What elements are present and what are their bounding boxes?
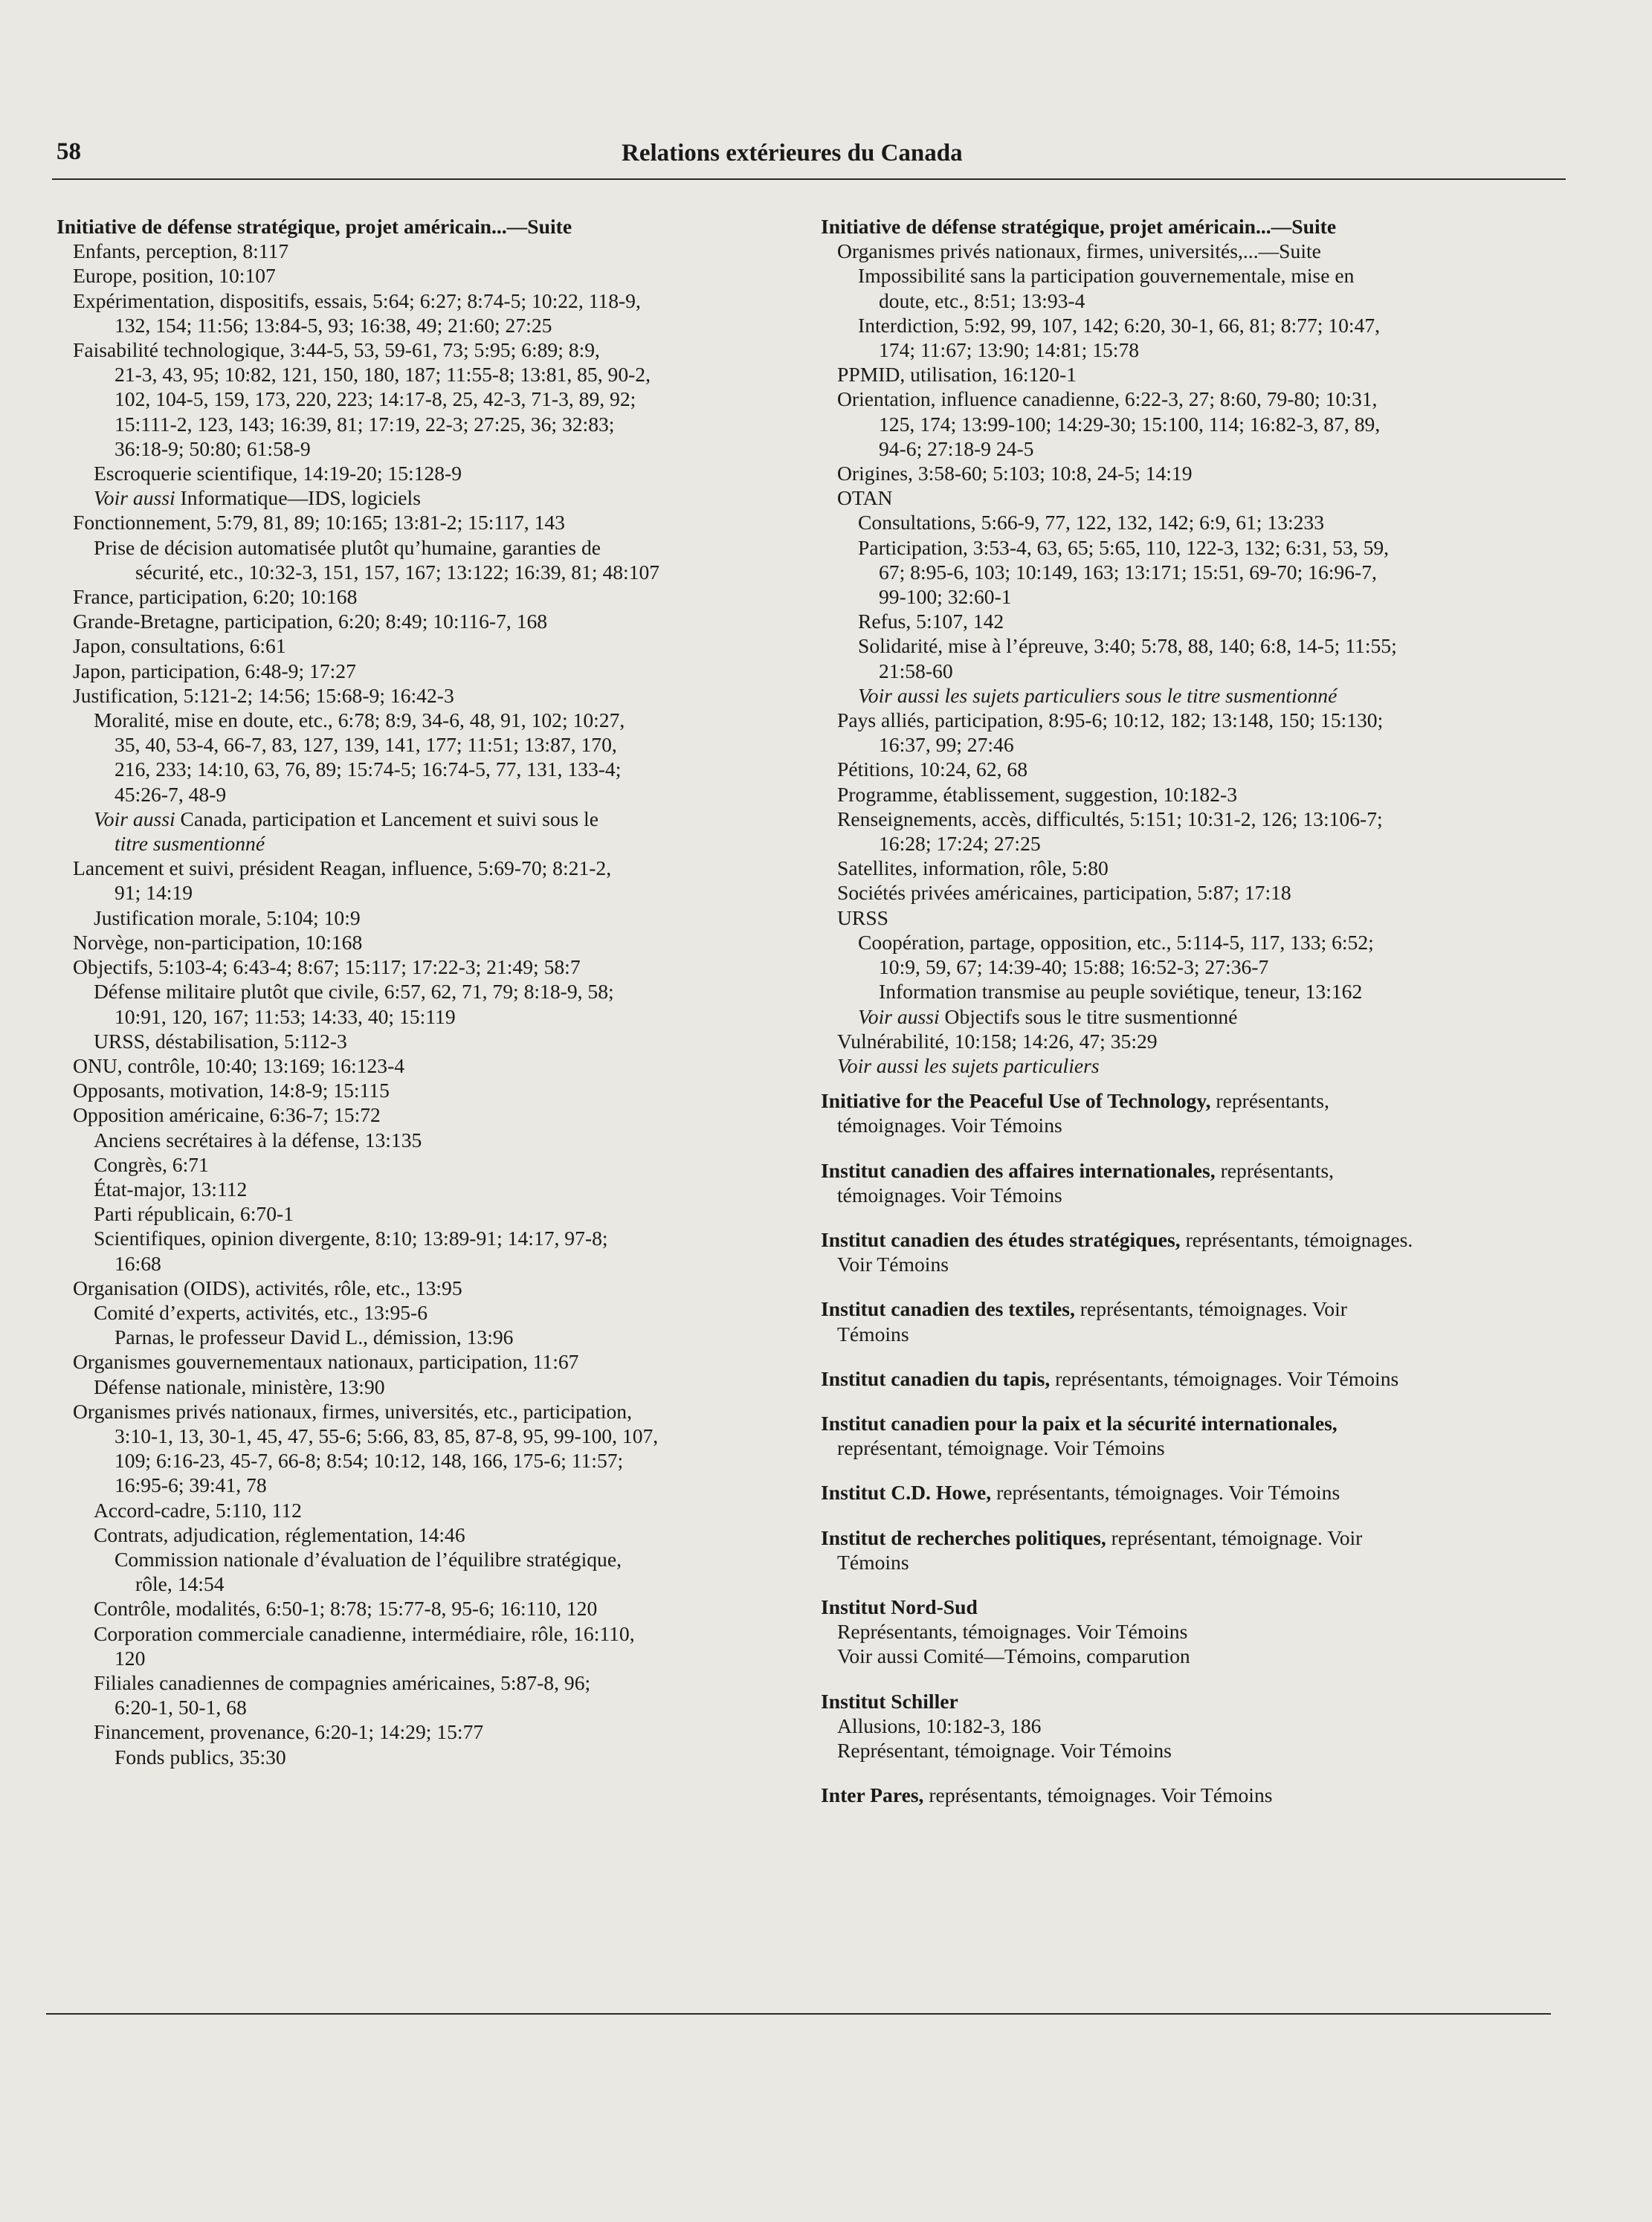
entry-text: Initiative de défense stratégique, projet américain...—Suite: [57, 215, 572, 238]
index-line: [821, 485, 1564, 510]
index-line: [821, 659, 1564, 683]
entry-text: Participation, 3:53-4, 63, 65; 5:65, 110, 122-3, 132; 6:31, 53, 59,: [858, 535, 1390, 559]
entry-text: représentants, témoignages. Voir Témoins: [1050, 1366, 1399, 1390]
index-line: [57, 1424, 813, 1448]
index-line: [57, 263, 813, 288]
index-line: [57, 683, 813, 708]
entry-line: [821, 1738, 1564, 1763]
index-line: [821, 856, 1564, 880]
entry-text: Enfants, perception, 8:117: [73, 239, 289, 263]
index-line: [821, 560, 1564, 584]
entry-text: Satellites, information, rôle, 5:80: [837, 856, 1109, 880]
entry-heading-line: [821, 1411, 1564, 1435]
index-line: [821, 239, 1564, 263]
index-line: [57, 856, 813, 880]
index-line: [57, 831, 813, 856]
index-line: [57, 1399, 813, 1424]
index-line: [57, 1719, 813, 1744]
index-entry: [821, 1783, 1564, 1807]
index-line: [821, 535, 1564, 560]
entry-text: Moralité, mise en doute, etc., 6:78; 8:9, 34-6, 48, 91, 102; 10:27,: [94, 708, 625, 732]
entry-text: Témoins: [837, 1322, 909, 1346]
entry-text: Voir aussi Comité—Témoins, comparution: [837, 1644, 1190, 1668]
index-line: [57, 1596, 813, 1621]
entry-text: 91; 14:19: [114, 881, 193, 905]
italic-text: titre susmentionné: [114, 832, 265, 856]
entry-text: représentants,: [1215, 1158, 1335, 1182]
entry-text: Expérimentation, dispositifs, essais, 5:64; 6:27; 8:74-5; 10:22, 118-9,: [73, 288, 641, 312]
entry-text: 45:26-7, 48-9: [114, 782, 227, 806]
index-entry: [821, 1366, 1564, 1391]
index-line: [57, 633, 813, 658]
entry-text: 99-100; 32:60-1: [879, 585, 1012, 609]
index-line: [821, 757, 1564, 781]
entry-line: [821, 1714, 1564, 1738]
entry-text: 10:9, 59, 67; 14:39-40; 15:88; 16:52-3; 27:36-7: [879, 955, 1269, 979]
index-line: [57, 1621, 813, 1646]
index-line: [821, 362, 1564, 387]
entry-text: Programme, établissement, suggestion, 10:182-3: [837, 782, 1237, 806]
entry-text: représentants, témoignages. Voir: [1074, 1297, 1347, 1321]
entry-text: Organisation (OIDS), activités, rôle, etc., 13:95: [73, 1276, 462, 1299]
index-line: [821, 979, 1564, 1004]
entry-text: Défense nationale, ministère, 13:90: [94, 1375, 385, 1398]
index-line: [57, 1522, 813, 1547]
entry-line: [821, 1183, 1564, 1207]
italic-text: Voir aussi les sujets particuliers sous le titre susmentionné: [858, 683, 1338, 707]
index-entry: [821, 1689, 1564, 1763]
index-line: [821, 387, 1564, 411]
entry-heading: Initiative for the Peaceful Use of Technology,: [821, 1089, 1211, 1113]
index-line: [57, 1375, 813, 1399]
index-line: [821, 782, 1564, 807]
entry-text: Financement, provenance, 6:20-1; 14:29; 15:77: [94, 1720, 484, 1744]
italic-text: Voir aussi: [94, 486, 175, 510]
index-line: [57, 708, 813, 732]
entry-text: doute, etc., 8:51; 13:93-4: [879, 288, 1085, 312]
entry-heading: Institut canadien des textiles,: [821, 1297, 1075, 1321]
index-line: [57, 1128, 813, 1152]
index-line: [57, 732, 813, 757]
index-line: [57, 1251, 813, 1276]
entry-text: rôle, 14:54: [135, 1572, 225, 1596]
index-line: [57, 362, 813, 387]
index-line: [57, 955, 813, 979]
entry-text: État-major, 13:112: [94, 1177, 248, 1201]
entry-text: Pétitions, 10:24, 62, 68: [837, 758, 1028, 781]
entry-text: Justification morale, 5:104; 10:9: [94, 905, 361, 929]
index-line: [821, 1029, 1564, 1053]
entry-text: Japon, participation, 6:48-9; 17:27: [73, 659, 356, 682]
index-line: [57, 412, 813, 436]
index-line: [57, 1498, 813, 1522]
entry-text: Anciens secrétaires à la défense, 13:135: [94, 1128, 422, 1152]
entry-text: ONU, contrôle, 10:40; 13:169; 16:123-4: [73, 1053, 405, 1077]
index-line: [57, 1349, 813, 1374]
index-entry: [821, 1595, 1564, 1669]
index-line: [821, 313, 1564, 338]
entry-text: Pays alliés, participation, 8:95-6; 10:12, 182; 13:148, 150; 15:130;: [837, 708, 1384, 732]
entry-text: Orientation, influence canadienne, 6:22-3, 27; 8:60, 79-80; 10:31,: [837, 387, 1378, 411]
entry-heading-line: [821, 1480, 1564, 1505]
entry-text: Contrôle, modalités, 6:50-1; 8:78; 15:77-8, 95-6; 16:110, 120: [94, 1597, 598, 1621]
entry-text: Refus, 5:107, 142: [858, 610, 1004, 633]
index-line: [57, 239, 813, 263]
index-line: [821, 905, 1564, 930]
entry-text: 94-6; 27:18-9 24-5: [879, 436, 1034, 460]
entry-text: 6:20-1, 50-1, 68: [114, 1696, 247, 1719]
index-line: [57, 485, 813, 510]
index-line: [821, 930, 1564, 955]
index-line: [57, 1276, 813, 1300]
entry-text: Organismes privés nationaux, firmes, universités, etc., participation,: [73, 1399, 632, 1423]
index-line: [57, 1053, 813, 1078]
entry-line: [821, 1252, 1564, 1276]
entry-heading: Institut canadien des affaires internationales,: [821, 1158, 1216, 1182]
entry-line: [821, 1550, 1564, 1575]
entry-text: Origines, 3:58-60; 5:103; 10:8, 24-5; 14:19: [837, 462, 1193, 485]
index-line: [57, 807, 813, 831]
index-line: [57, 1695, 813, 1719]
page-number: 58: [57, 138, 81, 165]
entry-heading: Institut Nord-Sud: [821, 1595, 978, 1618]
entry-text: 10:91, 120, 167; 11:53; 14:33, 40; 15:119: [114, 1004, 456, 1028]
entry-text: Allusions, 10:182-3, 186: [837, 1714, 1042, 1737]
entry-text: 21:58-60: [879, 659, 953, 682]
index-line: [821, 807, 1564, 831]
entry-heading: Institut Schiller: [821, 1689, 958, 1713]
index-line: [57, 1152, 813, 1177]
index-entry: [821, 1158, 1564, 1207]
italic-text: Voir aussi: [94, 807, 175, 830]
index-line: [821, 955, 1564, 979]
entry-heading: Inter Pares,: [821, 1783, 924, 1807]
entry-text: Objectifs sous le titre susmentionné: [939, 1004, 1238, 1028]
entry-text: Accord-cadre, 5:110, 112: [94, 1498, 302, 1522]
index-line: [57, 757, 813, 781]
entry-text: PPMID, utilisation, 16:120-1: [837, 363, 1077, 387]
index-line: [57, 461, 813, 485]
entry-text: Opposants, motivation, 14:8-9; 15:115: [73, 1079, 390, 1102]
entry-heading-line: [821, 1158, 1564, 1183]
entry-text: représentants,: [1210, 1089, 1329, 1113]
entry-text: 16:68: [114, 1251, 161, 1275]
index-line: [57, 930, 813, 955]
index-line: [821, 880, 1564, 905]
index-line: [57, 1029, 813, 1053]
entry-line: [821, 1435, 1564, 1460]
entry-text: 174; 11:67; 13:90; 14:81; 15:78: [879, 338, 1140, 362]
index-line: [57, 880, 813, 905]
entry-heading-line: [821, 1595, 1564, 1619]
index-line: [57, 1300, 813, 1325]
index-line: [57, 609, 813, 633]
index-line: [57, 1745, 813, 1769]
entry-text: sécurité, etc., 10:32-3, 151, 157, 167; 13:122; 16:39, 81; 48:107: [135, 560, 660, 584]
entry-heading: Institut canadien des études stratégiques,: [821, 1227, 1181, 1251]
index-line: [821, 263, 1564, 288]
entry-text: Représentants, témoignages. Voir Témoins: [837, 1620, 1188, 1644]
entry-text: Scientifiques, opinion divergente, 8:10; 13:89-91; 14:17, 97-8;: [94, 1227, 608, 1250]
index-line: [57, 905, 813, 930]
index-line: [57, 1670, 813, 1695]
entry-heading: Institut C.D. Howe,: [821, 1481, 992, 1505]
entry-text: témoignages. Voir Témoins: [837, 1183, 1062, 1207]
entry-text: 120: [114, 1646, 146, 1670]
index-column-right: [821, 214, 1564, 1827]
top-rule: [52, 178, 1566, 180]
entry-text: représentant, témoignage. Voir: [1106, 1525, 1363, 1549]
entry-heading: Institut canadien pour la paix et la sécurité internationales,: [821, 1411, 1338, 1435]
entry-text: Faisabilité technologique, 3:44-5, 53, 59-61, 73; 5:95; 6:89; 8:9,: [73, 338, 600, 362]
index-line: [821, 633, 1564, 658]
index-line: [821, 510, 1564, 534]
index-line: [821, 609, 1564, 633]
entry-text: Justification, 5:121-2; 14:56; 15:68-9; 16:42-3: [73, 683, 454, 707]
index-line: [821, 584, 1564, 609]
entry-text: représentants, témoignages.: [1180, 1227, 1413, 1251]
entry-text: 3:10-1, 13, 30-1, 45, 47, 55-6; 5:66, 83, 85, 87-8, 95, 99-100, 107,: [114, 1424, 659, 1447]
spacer: [821, 1078, 1564, 1088]
index-line: [57, 535, 813, 560]
entry-line: [821, 1619, 1564, 1644]
entry-text: Informatique—IDS, logiciels: [175, 486, 421, 510]
index-line: [57, 1646, 813, 1670]
index-line: [821, 683, 1564, 708]
entry-text: Parti républicain, 6:70-1: [94, 1202, 294, 1226]
entry-text: témoignages. Voir Témoins: [837, 1114, 1062, 1137]
italic-text: Voir aussi les sujets particuliers: [837, 1053, 1100, 1077]
index-line: [57, 436, 813, 461]
entry-text: Canada, participation et Lancement et suivi sous le: [175, 807, 598, 830]
index-line: [57, 1325, 813, 1349]
entry-text: Sociétés privées américaines, participation, 5:87; 17:18: [837, 881, 1291, 905]
entry-line: [821, 1322, 1564, 1346]
entry-text: 102, 104-5, 159, 173, 220, 223; 14:17-8, 25, 42-3, 71-3, 89, 92;: [114, 387, 636, 411]
entry-text: 67; 8:95-6, 103; 10:149, 163; 13:171; 15:51, 69-70; 16:96-7,: [879, 560, 1377, 584]
entry-heading-line: [821, 1296, 1564, 1321]
entry-text: Congrès, 6:71: [94, 1152, 209, 1176]
entry-text: Fonctionnement, 5:79, 81, 89; 10:165; 13:81-2; 15:117, 143: [73, 511, 565, 534]
italic-text: Voir aussi: [858, 1004, 940, 1028]
entry-text: 35, 40, 53-4, 66-7, 83, 127, 139, 141, 177; 11:51; 13:87, 170,: [114, 733, 617, 757]
index-line: [821, 1053, 1564, 1078]
index-line: [57, 979, 813, 1004]
index-column-left: [57, 214, 813, 1769]
entry-heading-line: [821, 1525, 1564, 1550]
index-line: [57, 1448, 813, 1473]
index-line: [57, 659, 813, 683]
index-line: [821, 831, 1564, 856]
entry-text: Objectifs, 5:103-4; 6:43-4; 8:67; 15:117; 17:22-3; 21:49; 58:7: [73, 955, 581, 979]
entry-heading: Institut de recherches politiques,: [821, 1525, 1106, 1549]
entry-text: Consultations, 5:66-9, 77, 122, 132, 142; 6:9, 61; 13:233: [858, 511, 1325, 534]
entry-text: 15:111-2, 123, 143; 16:39, 81; 17:19, 22-3; 27:25, 36; 32:83;: [114, 412, 615, 436]
entry-text: Prise de décision automatisée plutôt qu’humaine, garanties de: [94, 535, 601, 559]
entry-text: Corporation commerciale canadienne, intermédiaire, rôle, 16:110,: [94, 1621, 635, 1645]
entry-text: représentants, témoignages. Voir Témoins: [991, 1481, 1340, 1505]
entry-heading-line: [821, 1088, 1564, 1113]
entry-text: Japon, consultations, 6:61: [73, 634, 286, 658]
entry-text: Coopération, partage, opposition, etc., 5:114-5, 117, 133; 6:52;: [858, 930, 1374, 954]
index-line: [57, 1226, 813, 1250]
entry-text: Voir Témoins: [837, 1253, 949, 1276]
index-heading: [821, 214, 1564, 239]
index-line: [57, 1078, 813, 1102]
entry-heading-line: [821, 1227, 1564, 1252]
index-line: [57, 313, 813, 338]
entry-text: URSS, déstabilisation, 5:112-3: [94, 1029, 347, 1053]
entry-text: 16:28; 17:24; 27:25: [879, 832, 1041, 856]
entry-text: 109; 6:16-23, 45-7, 66-8; 8:54; 10:12, 148, 166, 175-6; 11:57;: [114, 1449, 624, 1473]
index-line: [57, 782, 813, 807]
entry-text: Lancement et suivi, président Reagan, influence, 5:69-70; 8:21-2,: [73, 856, 612, 880]
index-line: [821, 1004, 1564, 1029]
index-line: [57, 1004, 813, 1029]
entry-text: 21-3, 43, 95; 10:82, 121, 150, 180, 187; 11:55-8; 13:81, 85, 90-2,: [114, 363, 651, 387]
entry-line: [821, 1113, 1564, 1137]
entry-text: Défense militaire plutôt que civile, 6:57, 62, 71, 79; 8:18-9, 58;: [94, 980, 614, 1004]
entry-text: Initiative de défense stratégique, projet américain...—Suite: [821, 215, 1337, 238]
index-line: [57, 560, 813, 584]
entry-heading-line: [821, 1689, 1564, 1714]
entry-text: 16:95-6; 39:41, 78: [114, 1473, 267, 1497]
index-line: [821, 288, 1564, 313]
entry-text: 132, 154; 11:56; 13:84-5, 93; 16:38, 49; 21:60; 27:25: [114, 313, 552, 337]
index-line: [57, 1102, 813, 1127]
entry-text: Opposition américaine, 6:36-7; 15:72: [73, 1103, 381, 1127]
running-head: Relations extérieures du Canada: [622, 140, 963, 167]
entry-text: Filiales canadiennes de compagnies américaines, 5:87-8, 96;: [94, 1670, 591, 1694]
entry-text: Organismes privés nationaux, firmes, universités,...—Suite: [837, 239, 1321, 263]
entry-text: Impossibilité sans la participation gouvernementale, mise en: [858, 264, 1355, 288]
index-line: [821, 732, 1564, 757]
entry-text: représentants, témoignages. Voir Témoins: [923, 1783, 1273, 1807]
entry-text: Europe, position, 10:107: [73, 264, 276, 288]
index-line: [57, 338, 813, 362]
entry-heading: Institut canadien du tapis,: [821, 1366, 1051, 1390]
index-line: [57, 1572, 813, 1596]
entry-text: Comité d’experts, activités, etc., 13:95-6: [94, 1300, 428, 1324]
entry-text: 125, 174; 13:99-100; 14:29-30; 15:100, 114; 16:82-3, 87, 89,: [879, 412, 1381, 436]
index-line: [57, 510, 813, 534]
index-line: [57, 1201, 813, 1226]
index-line: [57, 288, 813, 313]
entry-text: France, participation, 6:20; 10:168: [73, 585, 358, 609]
entry-text: OTAN: [837, 486, 893, 510]
entry-text: Représentant, témoignage. Voir Témoins: [837, 1738, 1172, 1762]
entry-text: Information transmise au peuple soviétique, teneur, 13:162: [879, 980, 1363, 1004]
entry-text: Interdiction, 5:92, 99, 107, 142; 6:20, 30-1, 66, 81; 8:77; 10:47,: [858, 313, 1381, 337]
entry-line: [821, 1644, 1564, 1668]
entry-text: 36:18-9; 50:80; 61:58-9: [114, 436, 311, 460]
index-line: [821, 436, 1564, 461]
entry-heading-line: [821, 1366, 1564, 1391]
entry-text: Organismes gouvernementaux nationaux, participation, 11:67: [73, 1350, 579, 1374]
index-entry: [821, 1525, 1564, 1575]
index-line: [57, 387, 813, 411]
entry-text: Contrats, adjudication, réglementation, 14:46: [94, 1522, 465, 1546]
entry-text: 216, 233; 14:10, 63, 76, 89; 15:74-5; 16:74-5, 77, 131, 133-4;: [114, 758, 622, 781]
entry-text: Grande-Bretagne, participation, 6:20; 8:49; 10:116-7, 168: [73, 610, 548, 633]
entry-text: Escroquerie scientifique, 14:19-20; 15:128-9: [94, 462, 462, 485]
entry-text: Témoins: [837, 1550, 909, 1574]
index-entry: [821, 1296, 1564, 1346]
index-entry: [821, 1411, 1564, 1460]
index-entry: [821, 1088, 1564, 1137]
entry-text: représentant, témoignage. Voir Témoins: [837, 1436, 1165, 1460]
index-line: [57, 584, 813, 609]
index-line: [821, 338, 1564, 362]
index-entry: [821, 1480, 1564, 1505]
entry-text: URSS: [837, 905, 889, 929]
index-line: [821, 708, 1564, 732]
entry-text: Norvège, non-participation, 10:168: [73, 930, 363, 954]
entry-text: Commission nationale d’évaluation de l’équilibre stratégique,: [114, 1547, 622, 1571]
index-line: [57, 1547, 813, 1572]
index-line: [821, 461, 1564, 485]
index-heading: [57, 214, 813, 239]
entry-text: Fonds publics, 35:30: [114, 1745, 286, 1769]
index-entry: [821, 1227, 1564, 1276]
entry-text: Parnas, le professeur David L., démission, 13:96: [114, 1325, 514, 1349]
index-line: [57, 1177, 813, 1201]
entry-text: Renseignements, accès, difficultés, 5:151; 10:31-2, 126; 13:106-7;: [837, 807, 1383, 830]
entry-text: Vulnérabilité, 10:158; 14:26, 47; 35:29: [837, 1029, 1158, 1053]
bottom-rule: [46, 2013, 1551, 2015]
entry-text: Solidarité, mise à l’épreuve, 3:40; 5:78, 88, 140; 6:8, 14-5; 11:55;: [858, 634, 1397, 658]
index-line: [57, 1473, 813, 1497]
entry-heading-line: [821, 1783, 1564, 1807]
index-line: [821, 412, 1564, 436]
entry-text: 16:37, 99; 27:46: [879, 733, 1014, 757]
